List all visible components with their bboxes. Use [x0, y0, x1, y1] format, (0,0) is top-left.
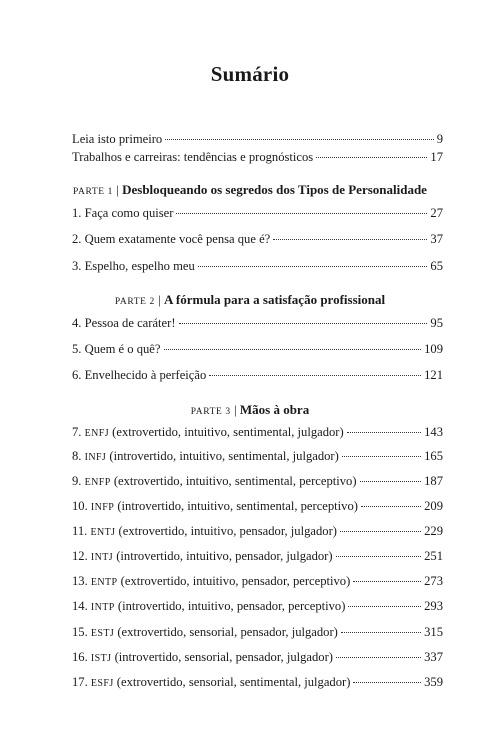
chapter-number: 6.: [72, 368, 82, 382]
type-code: ENFJ: [84, 428, 109, 439]
part-title: A fórmula para a satisfação profissional: [163, 292, 386, 307]
type-code: ISTJ: [90, 653, 112, 664]
entry-page: 95: [430, 316, 443, 330]
entry-page: 165: [424, 449, 443, 463]
entry-page: 293: [424, 599, 443, 613]
dot-leader: [316, 157, 427, 158]
toc-entry[interactable]: [72, 341, 443, 357]
chapter-number: 2.: [72, 232, 82, 246]
dot-leader: [209, 375, 421, 376]
entry-title: Quem exatamente você pensa que é?: [84, 232, 271, 246]
toc-entry[interactable]: [72, 205, 443, 221]
dot-leader: [353, 682, 421, 683]
entry-page: 65: [430, 259, 443, 273]
chapter-number: 14.: [72, 599, 88, 613]
chapter-number: 5.: [72, 342, 82, 356]
entry-title: (introvertido, intuitivo, pensador, julgador): [116, 549, 333, 563]
entry-page: 143: [424, 425, 443, 439]
type-code: ENTJ: [90, 527, 116, 538]
entry-title: (extrovertido, sensorial, sentimental, julgador): [116, 675, 351, 689]
type-code: ENFP: [84, 477, 111, 488]
dot-leader: [336, 657, 421, 658]
toc-entry[interactable]: [72, 548, 443, 566]
dot-leader: [353, 581, 421, 582]
toc-entry[interactable]: [72, 523, 443, 541]
entry-page: 27: [430, 206, 443, 220]
toc-entry[interactable]: [72, 473, 443, 491]
toc-entry[interactable]: [72, 448, 443, 466]
toc-entry[interactable]: [72, 315, 443, 331]
chapter-number: 8.: [72, 449, 82, 463]
chapter-number: 10.: [72, 499, 88, 513]
entry-title: Trabalhos e carreiras: tendências e prognósticos: [72, 150, 314, 164]
dot-leader: [165, 139, 433, 140]
entry-title: Leia isto primeiro: [72, 132, 163, 146]
dot-leader: [360, 481, 422, 482]
toc-entry[interactable]: [72, 674, 443, 692]
part-heading: [0, 402, 500, 420]
chapter-number: 16.: [72, 650, 88, 664]
entry-page: 229: [424, 524, 443, 538]
chapter-number: 13.: [72, 574, 88, 588]
dot-leader: [347, 432, 421, 433]
part-label: PARTE 1: [73, 187, 113, 197]
entry-title: Pessoa de caráter!: [84, 316, 176, 330]
entry-page: 187: [424, 474, 443, 488]
type-code: ENTP: [90, 577, 118, 588]
entry-title: (extrovertido, intuitivo, pensador, julgador): [118, 524, 337, 538]
entry-title: (extrovertido, intuitivo, pensador, perceptivo): [120, 574, 351, 588]
part-separator: |: [116, 182, 123, 197]
entry-title: (extrovertido, sensorial, pensador, julgador): [117, 625, 338, 639]
part-heading: [0, 182, 500, 200]
toc-entry[interactable]: [72, 131, 443, 147]
type-code: ESTJ: [90, 628, 115, 639]
entry-title: Quem é o quê?: [84, 342, 161, 356]
dot-leader: [164, 349, 422, 350]
chapter-number: 11.: [72, 524, 88, 538]
type-code: INTP: [90, 602, 115, 613]
entry-page: 337: [424, 650, 443, 664]
chapter-number: 9.: [72, 474, 82, 488]
entry-page: 209: [424, 499, 443, 513]
part-separator: |: [234, 402, 240, 417]
entry-title: Espelho, espelho meu: [84, 259, 195, 273]
entry-page: 9: [436, 132, 443, 146]
chapter-number: 1.: [72, 206, 82, 220]
toc-entry[interactable]: [72, 573, 443, 591]
dot-leader: [341, 632, 421, 633]
entry-page: 17: [430, 150, 443, 164]
dot-leader: [176, 213, 427, 214]
toc-entry[interactable]: [72, 649, 443, 667]
toc-entry[interactable]: [72, 598, 443, 616]
type-code: ESFJ: [90, 678, 114, 689]
entry-title: (introvertido, intuitivo, pensador, perceptivo): [117, 599, 346, 613]
entry-page: 251: [424, 549, 443, 563]
entry-page: 273: [424, 574, 443, 588]
type-code: INFP: [90, 502, 115, 513]
part-title: Mãos à obra: [239, 402, 310, 417]
toc-entry[interactable]: [72, 624, 443, 642]
entry-page: 315: [424, 625, 443, 639]
type-code: INFJ: [84, 452, 107, 463]
entry-title: Faça como quiser: [84, 206, 174, 220]
toc-entry[interactable]: [72, 367, 443, 383]
entry-page: 121: [424, 368, 443, 382]
dot-leader: [342, 456, 421, 457]
chapter-number: 7.: [72, 425, 82, 439]
toc-entry[interactable]: [72, 258, 443, 274]
toc-entry[interactable]: [72, 424, 443, 442]
toc-entry[interactable]: [72, 231, 443, 247]
dot-leader: [361, 506, 421, 507]
dot-leader: [273, 239, 427, 240]
entry-page: 109: [424, 342, 443, 356]
entry-title: (introvertido, sensorial, pensador, julgador): [114, 650, 333, 664]
dot-leader: [198, 266, 428, 267]
toc-entry[interactable]: [72, 498, 443, 516]
part-heading: [0, 292, 500, 310]
entry-title: Envelhecido à perfeição: [84, 368, 207, 382]
page-title: Sumário: [210, 62, 290, 86]
dot-leader: [348, 606, 421, 607]
dot-leader: [340, 531, 421, 532]
chapter-number: 15.: [72, 625, 88, 639]
chapter-number: 12.: [72, 549, 88, 563]
chapter-number: 4.: [72, 316, 82, 330]
toc-entry[interactable]: [72, 149, 443, 165]
entry-page: 359: [424, 675, 443, 689]
part-separator: |: [158, 292, 161, 307]
chapter-number: 3.: [72, 259, 82, 273]
part-title: Desbloqueando os segredos dos Tipos de Personalidade: [122, 182, 427, 197]
type-code: INTJ: [90, 552, 114, 563]
part-label: PARTE 3: [190, 407, 231, 417]
entry-title: (introvertido, intuitivo, sentimental, julgador): [109, 449, 339, 463]
entry-page: 37: [430, 232, 443, 246]
entry-title: (extrovertido, intuitivo, sentimental, perceptivo): [113, 474, 357, 488]
dot-leader: [336, 556, 422, 557]
part-label: PARTE 2: [114, 297, 155, 307]
chapter-number: 17.: [72, 675, 88, 689]
entry-title: (introvertido, intuitivo, sentimental, perceptivo): [117, 499, 358, 513]
dot-leader: [179, 323, 428, 324]
entry-title: (extrovertido, intuitivo, sentimental, julgador): [112, 425, 344, 439]
